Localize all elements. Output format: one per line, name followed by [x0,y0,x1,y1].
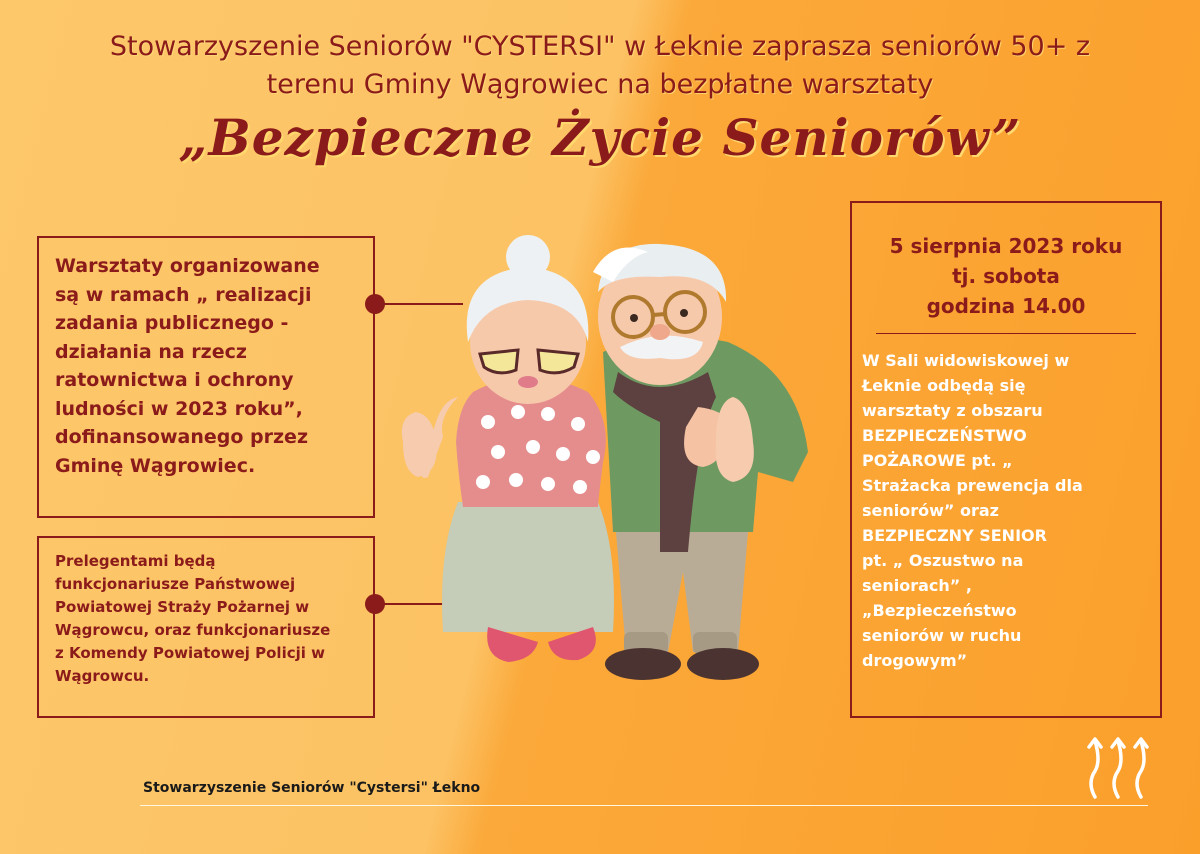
info-line: funkcjonariusze Państwowej [55,575,296,593]
info-line: ratownictwa i ochrony [55,369,294,391]
desc-line: BEZPIECZNY SENIOR [862,526,1047,545]
header-line-2: terenu Gminy Wągrowiec na bezpłatne warsztaty [266,69,934,100]
grandma-figure [402,235,614,662]
info-box-details [850,201,1162,718]
header [0,28,1200,104]
desc-line: pt. „ Oszustwo na [862,551,1024,570]
footer-line [140,805,1148,806]
desc-line: warsztaty z obszaru [862,401,1043,420]
info-line: Powiatowej Straży Pożarnej w [55,598,310,616]
desc-line: drogowym” [862,651,968,670]
info-line: działania na rzecz [55,340,247,363]
info-line: dofinansowanego przez [55,426,309,448]
header-line-1: Stowarzyszenie Seniorów "CYSTERSI" w Łeknie zaprasza seniorów 50+ z [109,31,1091,62]
event-title: „Bezpieczne Życie Seniorów” [178,108,1022,167]
up-arrows-icon [1083,735,1153,805]
info-line: ludności w 2023 roku”, [55,397,303,420]
footer-signature: Stowarzyszenie Seniorów "Cystersi" Łekno [143,780,481,796]
desc-line: POŻAROWE pt. „ [862,451,1013,470]
grandpa-figure [593,244,808,680]
divider [876,333,1136,334]
info-box-organization [37,236,375,518]
info-line: Prelegentami będą [55,552,216,570]
desc-line: seniorach” , [862,576,972,595]
date-line: tj. sobota [952,264,1060,288]
desc-line: W Sali widowiskowej w [862,351,1070,370]
info-line: zadania publicznego - [55,312,289,334]
info-line: są w ramach „ realizacji [55,283,312,306]
info-line: z Komendy Powiatowej Policji w [55,644,325,662]
desc-line: Łeknie odbędą się [862,376,1026,395]
date-line: 5 sierpnia 2023 roku [889,234,1123,258]
waving-hand-left [402,412,437,477]
connector-dot [365,594,385,614]
info-box-speakers [37,536,375,718]
info-line: Wągrowcu, oraz funkcjonariusze [55,621,331,639]
info-line: Gminę Wągrowiec. [55,454,256,477]
info-line: Wągrowcu. [55,667,150,685]
event-description [862,348,1150,673]
desc-line: seniorów w ruchu [862,626,1022,645]
desc-line: seniorów” oraz [862,501,999,520]
desc-line: „Bezpieczeństwo [862,601,1017,620]
senior-couple-illustration [398,232,818,692]
connector-dot [365,294,385,314]
date-line: godzina 14.00 [926,294,1086,318]
desc-line: Strażacka prewencja dla [862,476,1083,495]
desc-line: BEZPIECZEŃSTWO [862,426,1027,445]
info-line: Warsztaty organizowane [55,255,320,277]
event-date [852,231,1160,321]
